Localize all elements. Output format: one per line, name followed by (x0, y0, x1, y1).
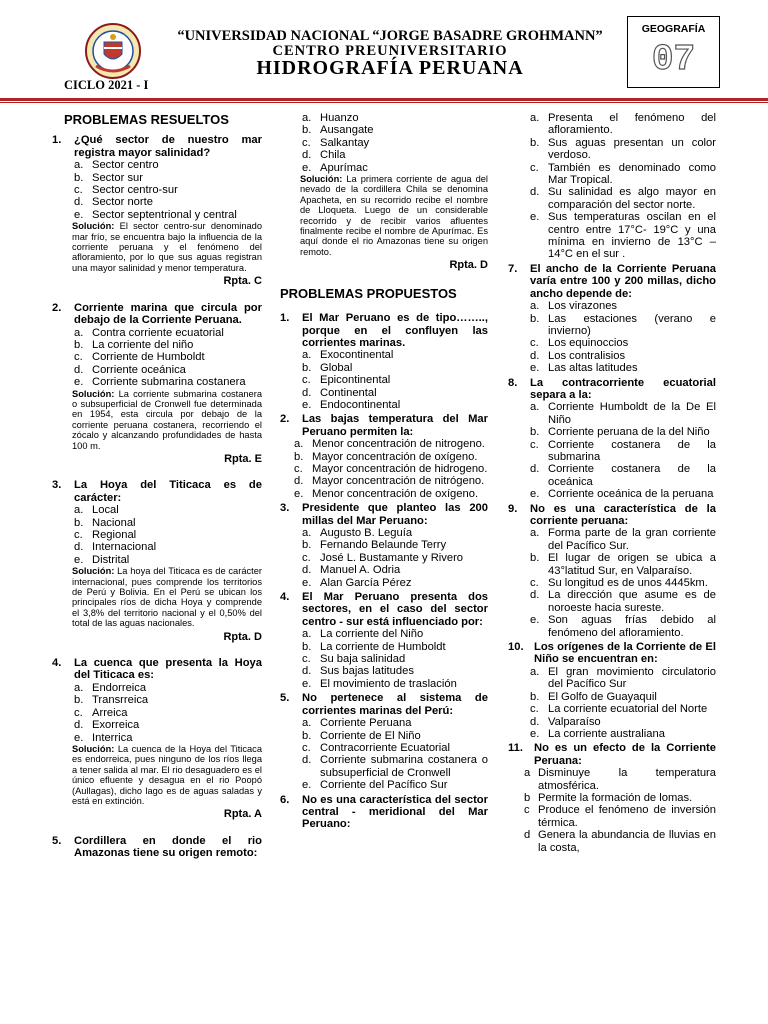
option: e. Apurímac (302, 161, 368, 174)
cycle-label: CICLO 2021 - I (64, 78, 149, 92)
option: b. Sus aguas presentan un color verdoso. (530, 136, 716, 162)
answer: Rpta. D (449, 259, 488, 272)
section-title-propuestos: PROBLEMAS PROPUESTOS (280, 285, 457, 301)
option: c. Mayor concentración de hidrogeno. (294, 462, 488, 475)
option: e. Sus temperaturas oscilan en el centro entre 17°C- 19°C y una mínima en invierno de 13°C – 14°C en el sur . (530, 211, 716, 261)
question: 5. Cordillera en donde el rio Amazonas tiene su origen remoto: (52, 834, 262, 860)
solution: Solución: La hoya del Titicaca es de carácter internacional, pues comprende los territorios de Perú y Bolivia. En el Perú se ubican los principales ríos de dicha Hoya y comprende el 3,8% del territorio nacional y el 0,50% del total de las aguas nacionales. (72, 566, 262, 629)
page-title: HIDROGRAFÍA PERUANA (256, 57, 524, 79)
option: b. La corriente de Humboldt (302, 640, 446, 653)
option: a Disminuye la temperatura atmosférica. (524, 767, 716, 792)
answer: Rpta. C (223, 275, 262, 288)
option: d. Manuel A. Odria (302, 564, 401, 577)
answer: Rpta. D (223, 630, 262, 643)
option: a. Corriente Humboldt de la De El Niño (530, 401, 716, 426)
options-list (302, 628, 488, 690)
question: 1. ¿Qué sector de nuestro mar registra mayor salinidad? (52, 134, 262, 159)
option: c Produce el fenómeno de inversión térmica. (524, 804, 716, 829)
options-list (530, 666, 716, 740)
option: b. Corriente de El Niño (302, 729, 421, 742)
option: a. La corriente del Niño (302, 628, 424, 641)
option: e. Alan García Pérez (302, 576, 412, 589)
options-list (74, 327, 262, 389)
column-3 (508, 112, 716, 854)
solution: Solución: El sector centro-sur denominado mar frío, se encuentra bajo la influencia de la corriente peruana y el fenómeno del afloramiento, por lo que sus aguas registran una mayor salinidad y menor temperatura. (72, 221, 262, 273)
option: d. La dirección que asume es de noroeste hacia sureste. (530, 589, 716, 614)
option: c. José L. Bustamante y Rivero (302, 551, 464, 564)
options-list (294, 438, 488, 500)
options-list (302, 717, 488, 791)
option: d. Su salinidad es algo mayor en comparación del sector norte. (530, 186, 716, 211)
question: 3. Presidente que planteo las 200 millas del Mar Peruano: (280, 502, 488, 527)
option: c. Su baja salinidad (302, 653, 406, 666)
question: 8. La contracorriente ecuatorial separa a la: (508, 376, 716, 401)
options-list (530, 112, 716, 261)
subject-box (627, 16, 720, 88)
options-list (302, 527, 488, 589)
option: e. Menor concentración de oxígeno. (294, 487, 479, 500)
option: a. Exocontinental (302, 349, 394, 362)
question: 6. No es una característica del sector central - meridional del Mar Peruano: (280, 793, 488, 831)
option: e. Corriente submarina costanera (74, 376, 246, 389)
option: b. Mayor concentración de oxígeno. (294, 450, 478, 463)
options-list (74, 159, 262, 221)
solution: Solución: La cuenca de la Hoya del Titicaca es endorreica, pues ninguno de los ríos llega a tener salida al mar. El rio desaguadero es el único efluente y desagua en el rio Poopó (Aullagas), dicho lago es de aguas saladas y está en extinción. (72, 743, 262, 806)
option: b. Las estaciones (verano e invierno) (530, 312, 716, 337)
option: b. Global (302, 361, 353, 374)
option: b. El Golfo de Guayaquil (530, 690, 657, 703)
option: b. Transrreica (74, 694, 149, 707)
option: b. Nacional (74, 516, 136, 529)
option: d. Sector norte (74, 196, 153, 209)
solution: Solución: La primera corriente de agua del nevado de la cordillera Chila se denomina Apacheta, en su recorrido recibe el nombre de Lloqueta. Luego de un considerable recorrido y de recibir varios afluentes finalmente recibe el nombre de Apurímac. Es aquí donde el rio Amazonas tiene su origen remoto. (300, 174, 488, 257)
option: b. La corriente del niño (74, 338, 194, 351)
option: c. Contracorriente Ecuatorial (302, 741, 450, 754)
section-title-resueltos: PROBLEMAS RESUELTOS (64, 112, 229, 127)
solution: Solución: La corriente submarina costanera o subsuperficial de Cronwell fue determinada en 1954, esta circula por debajo de la corriente peruana costanera, recorriendo el zócalo y alcanzando profundidades de hasta 100 m. (72, 388, 262, 451)
option: e. Son aguas frías debido al fenómeno del afloramiento. (530, 614, 716, 639)
option: d. Corriente submarina costanera o subsuperficial de Cronwell (302, 754, 488, 779)
option: d. Chila (302, 149, 346, 162)
options-list (302, 349, 488, 411)
option: c. También es denominado como Mar Tropical. (530, 161, 716, 187)
question: 9. No es una característica de la corriente peruana: (508, 502, 716, 527)
question: 4. La cuenca que presenta la Hoya del Titicaca es: (52, 657, 262, 682)
option: a. Sector centro (74, 159, 159, 172)
unit-number: 07 (651, 39, 696, 80)
option: a. Huanzo (302, 112, 359, 124)
option: d. Exorreica (74, 719, 140, 732)
option: a. Forma parte de la gran corriente del Pacífico Sur. (530, 527, 716, 552)
option: e. Corriente oceánica de la peruana (530, 488, 714, 501)
header-divider (0, 98, 768, 101)
center-name: CENTRO PREUNIVERSITARIO (272, 43, 508, 59)
options-list (530, 401, 716, 500)
option: c. Corriente costanera de la submarina (530, 438, 716, 463)
option: c. Regional (74, 529, 137, 541)
option: e. La corriente australiana (530, 727, 665, 740)
option: a. Menor concentración de nitrogeno. (294, 438, 485, 451)
question: 10. Los orígenes de la Corriente de El Niño se encuentran en: (508, 641, 716, 666)
option: d. Corriente oceánica (74, 363, 186, 376)
option: e. Interrica (74, 731, 133, 744)
option: e. Endocontinental (302, 398, 401, 411)
option: a. Los virazones (530, 300, 618, 313)
option: d. Internacional (74, 541, 157, 554)
page-header (0, 0, 768, 106)
column-1 (52, 112, 262, 860)
option: d. Valparaíso (530, 715, 601, 728)
option: c. La corriente ecuatorial del Norte (530, 703, 708, 716)
question: 3. La Hoya del Titicaca es de carácter: (52, 479, 262, 504)
option: c. Arreica (74, 706, 128, 719)
options-list (530, 527, 716, 639)
options-list (530, 300, 716, 374)
option: a. Endorreica (74, 681, 147, 694)
question: 1. El Mar Peruano es de tipo…….., porque en el confluyen las corrientes marinas. (280, 312, 488, 349)
option: a. Augusto B. Leguía (302, 527, 413, 539)
option: b. Sector sur (74, 171, 143, 184)
option: c. Salkantay (302, 136, 370, 149)
header-divider-thin (0, 102, 768, 103)
option: c. Corriente de Humboldt (74, 351, 205, 364)
option: e. El movimiento de traslación (302, 677, 457, 690)
question: 2. Corriente marina que circula por debajo de la Corriente Peruana. (52, 301, 262, 327)
university-name: “UNIVERSIDAD NACIONAL “JORGE BASADRE GROHMANN” (177, 28, 603, 44)
option: d. Continental (302, 386, 377, 399)
option: b. Ausangate (302, 124, 374, 137)
question: 7. El ancho de la Corriente Peruana varía entre 100 y 200 millas, dicho ancho depende de: (508, 262, 716, 300)
university-logo (84, 22, 142, 80)
option: a. Contra corriente ecuatorial (74, 326, 224, 339)
option: c. Los equinoccios (530, 337, 629, 350)
subject-name: GEOGRAFÍA (641, 23, 706, 35)
options-list (74, 682, 262, 744)
option: d. Sus bajas latitudes (302, 665, 414, 678)
option: e. Las altas latitudes (530, 362, 638, 375)
option: e. Corriente del Pacífico Sur (302, 779, 448, 792)
question: 11. No es un efecto de la Corriente Peruana: (508, 742, 716, 767)
option: e. Distrital (74, 553, 130, 566)
answer: Rpta. E (224, 452, 262, 465)
option: a. Presenta el fenómeno del afloramiento. (530, 112, 716, 137)
option: c. Epicontinental (302, 374, 391, 387)
column-2 (280, 112, 488, 831)
options-list (524, 767, 716, 854)
question: 5. No pertenece al sistema de corrientes marinas del Perú: (280, 692, 488, 717)
option: d. Mayor concentración de nitrógeno. (294, 475, 485, 488)
option: a. Corriente Peruana (302, 717, 412, 730)
option: d. Los contralisios (530, 349, 626, 362)
options-list (74, 504, 262, 566)
option: c. Su longitud es de unos 4445km. (530, 577, 708, 590)
option: b Permite la formación de lomas. (524, 791, 693, 804)
option: b. Fernando Belaunde Terry (302, 539, 447, 552)
question: 2. Las bajas temperatura del Mar Peruano permiten la: (280, 413, 488, 438)
option: d Genera la abundancia de lluvias en la costa, (524, 829, 716, 854)
option: e. Sector septentrional y central (74, 208, 237, 221)
question: 4. El Mar Peruano presenta dos sectores, en el caso del sector centro - sur está influenciado por: (280, 591, 488, 628)
option: b. El lugar de origen se ubica a 43°latitud Sur, en Valparaíso. (530, 552, 716, 577)
option: a. Local (74, 504, 119, 517)
option: a. El gran movimiento circulatorio del Pacífico Sur (530, 665, 716, 691)
answer: Rpta. A (223, 808, 262, 821)
option: d. Corriente costanera de la oceánica (530, 463, 716, 488)
option: c. Sector centro-sur (74, 184, 178, 197)
options-list (302, 112, 488, 174)
option: b. Corriente peruana de la del Niño (530, 426, 710, 439)
